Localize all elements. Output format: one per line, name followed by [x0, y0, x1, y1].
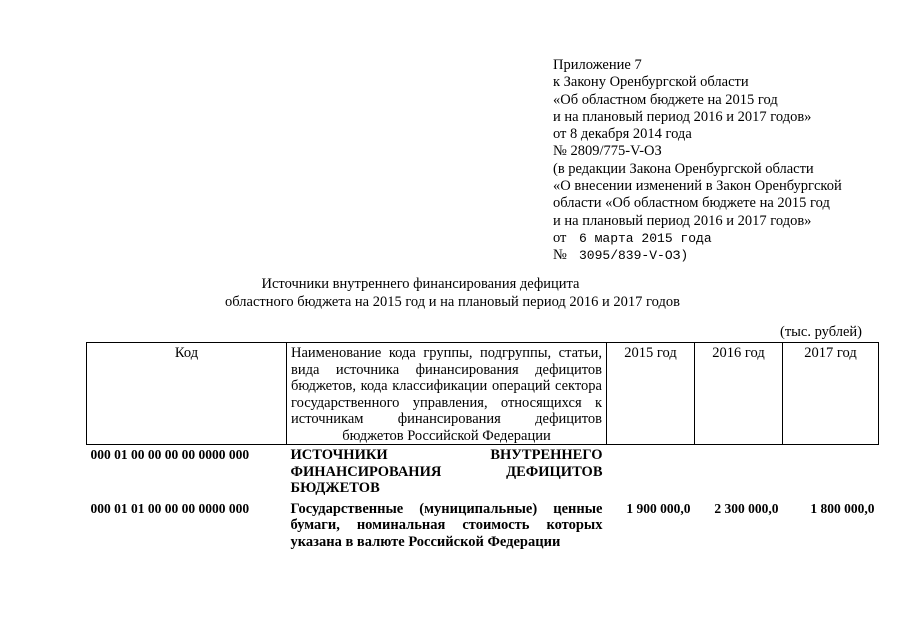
table-row — [87, 497, 879, 551]
appendix-line: «О внесении изменений в Закон Оренбургской — [553, 178, 842, 195]
appendix-header — [553, 57, 842, 265]
amendment-date-prefix: от — [553, 229, 567, 246]
amendment-date: 6 марта 2015 года — [579, 230, 712, 246]
appendix-line: Приложение 7 — [553, 57, 642, 73]
amendment-number-prefix: № — [553, 247, 567, 264]
header-name: Наименование кода группы, подгруппы, статьи, вида источника финансирования дефицитов бюджетов, кода классификации операций сектора государственного управления, относящихся к источникам финансирования дефицитов бюджетов Российской Федерации — [287, 343, 607, 445]
amendment-number: 3095/839-V-ОЗ) — [579, 248, 689, 264]
row-code: 000 01 01 00 00 00 0000 000 — [90, 500, 250, 516]
document-title-line1: Источники внутреннего финансирования дефицита — [261, 276, 580, 292]
appendix-line: «Об областном бюджете на 2015 год — [553, 91, 778, 108]
header-code: Код — [87, 343, 287, 445]
amendment-number-line — [553, 247, 842, 264]
appendix-line: области «Об областном бюджете на 2015 год — [553, 195, 830, 212]
row-code: 000 01 00 00 00 00 0000 000 — [90, 447, 250, 462]
row-name: Государственные (муниципальные) ценные бумаги, номинальная стоимость которых указана в валюте Российской Федерации — [290, 500, 603, 550]
financing-table — [86, 342, 879, 550]
table-header-row — [87, 343, 879, 445]
appendix-line: от 8 декабря 2014 года — [553, 126, 692, 143]
header-2016: 2016 год — [695, 343, 783, 445]
appendix-line: и на плановый период 2016 и 2017 годов» — [553, 108, 812, 125]
row-value-2016: 2 300 000,0 — [714, 500, 779, 516]
appendix-line: № 2809/775-V-ОЗ — [553, 143, 662, 160]
header-2015: 2015 год — [607, 343, 695, 445]
appendix-line: к Закону Оренбургской области — [553, 74, 749, 91]
appendix-line: и на плановый период 2016 и 2017 годов» — [553, 212, 812, 229]
document-title-line2: областного бюджета на 2015 год и на плановый период 2016 и 2017 годов — [225, 294, 680, 310]
appendix-line: (в редакции Закона Оренбургской области — [553, 160, 814, 177]
row-value-2015: 1 900 000,0 — [626, 500, 691, 516]
table-row — [87, 445, 879, 497]
row-value-2017 — [783, 445, 879, 497]
row-value-2017: 1 800 000,0 — [810, 500, 875, 516]
amendment-date-line — [553, 230, 842, 247]
row-name: ИСТОЧНИКИ ВНУТРЕННЕГО ФИНАНСИРОВАНИЯ ДЕФИЦИТОВ БЮДЖЕТОВ — [290, 447, 603, 496]
units-label: (тыс. рублей) — [780, 324, 862, 340]
header-2017: 2017 год — [783, 343, 879, 445]
row-value-2016 — [695, 445, 783, 497]
row-value-2015 — [607, 445, 695, 497]
